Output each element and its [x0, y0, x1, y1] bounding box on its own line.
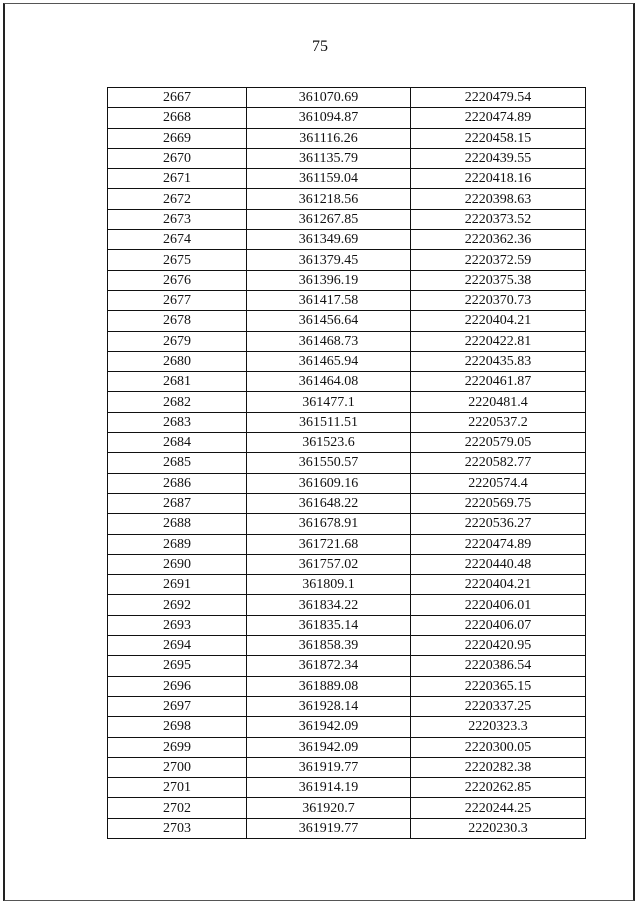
- point-id-cell: 2680: [108, 351, 247, 371]
- table-row: [108, 493, 586, 513]
- y-coordinate-cell: 2220398.63: [411, 189, 586, 209]
- point-id-cell: 2683: [108, 412, 247, 432]
- x-coordinate-cell: 361464.08: [247, 372, 411, 392]
- point-id-cell: 2670: [108, 148, 247, 168]
- y-coordinate-cell: 2220537.2: [411, 412, 586, 432]
- y-coordinate-cell: 2220404.21: [411, 311, 586, 331]
- point-id-cell: 2675: [108, 250, 247, 270]
- point-id-cell: 2702: [108, 798, 247, 818]
- x-coordinate-cell: 361809.1: [247, 575, 411, 595]
- table-row: [108, 88, 586, 108]
- x-coordinate-cell: 361919.77: [247, 757, 411, 777]
- point-id-cell: 2703: [108, 818, 247, 838]
- table-row: [108, 290, 586, 310]
- table-row: [108, 433, 586, 453]
- point-id-cell: 2682: [108, 392, 247, 412]
- table-row: [108, 534, 586, 554]
- x-coordinate-cell: 361678.91: [247, 514, 411, 534]
- x-coordinate-cell: 361468.73: [247, 331, 411, 351]
- y-coordinate-cell: 2220440.48: [411, 554, 586, 574]
- point-id-cell: 2698: [108, 717, 247, 737]
- point-id-cell: 2672: [108, 189, 247, 209]
- y-coordinate-cell: 2220323.3: [411, 717, 586, 737]
- table-row: [108, 818, 586, 838]
- point-id-cell: 2700: [108, 757, 247, 777]
- x-coordinate-cell: 361267.85: [247, 209, 411, 229]
- x-coordinate-cell: 361349.69: [247, 230, 411, 250]
- coordinates-table: [107, 87, 586, 839]
- table-row: [108, 148, 586, 168]
- point-id-cell: 2667: [108, 88, 247, 108]
- y-coordinate-cell: 2220579.05: [411, 433, 586, 453]
- x-coordinate-cell: 361919.77: [247, 818, 411, 838]
- y-coordinate-cell: 2220406.07: [411, 615, 586, 635]
- x-coordinate-cell: 361116.26: [247, 128, 411, 148]
- point-id-cell: 2685: [108, 453, 247, 473]
- point-id-cell: 2673: [108, 209, 247, 229]
- page-number: 75: [312, 38, 328, 55]
- y-coordinate-cell: 2220474.89: [411, 108, 586, 128]
- x-coordinate-cell: 361094.87: [247, 108, 411, 128]
- y-coordinate-cell: 2220422.81: [411, 331, 586, 351]
- x-coordinate-cell: 361928.14: [247, 696, 411, 716]
- table-row: [108, 250, 586, 270]
- y-coordinate-cell: 2220337.25: [411, 696, 586, 716]
- x-coordinate-cell: 361942.09: [247, 737, 411, 757]
- x-coordinate-cell: 361417.58: [247, 290, 411, 310]
- x-coordinate-cell: 361550.57: [247, 453, 411, 473]
- point-id-cell: 2676: [108, 270, 247, 290]
- point-id-cell: 2669: [108, 128, 247, 148]
- x-coordinate-cell: 361942.09: [247, 717, 411, 737]
- y-coordinate-cell: 2220474.89: [411, 534, 586, 554]
- point-id-cell: 2695: [108, 656, 247, 676]
- y-coordinate-cell: 2220458.15: [411, 128, 586, 148]
- point-id-cell: 2693: [108, 615, 247, 635]
- table-row: [108, 615, 586, 635]
- table-row: [108, 595, 586, 615]
- y-coordinate-cell: 2220244.25: [411, 798, 586, 818]
- x-coordinate-cell: 361834.22: [247, 595, 411, 615]
- coordinates-table-body: [108, 88, 586, 839]
- point-id-cell: 2699: [108, 737, 247, 757]
- table-row: [108, 636, 586, 656]
- point-id-cell: 2684: [108, 433, 247, 453]
- y-coordinate-cell: 2220569.75: [411, 493, 586, 513]
- x-coordinate-cell: 361889.08: [247, 676, 411, 696]
- point-id-cell: 2674: [108, 230, 247, 250]
- x-coordinate-cell: 361477.1: [247, 392, 411, 412]
- x-coordinate-cell: 361721.68: [247, 534, 411, 554]
- point-id-cell: 2679: [108, 331, 247, 351]
- point-id-cell: 2689: [108, 534, 247, 554]
- y-coordinate-cell: 2220373.52: [411, 209, 586, 229]
- table-row: [108, 412, 586, 432]
- x-coordinate-cell: 361872.34: [247, 656, 411, 676]
- x-coordinate-cell: 361396.19: [247, 270, 411, 290]
- table-row: [108, 270, 586, 290]
- y-coordinate-cell: 2220435.83: [411, 351, 586, 371]
- point-id-cell: 2678: [108, 311, 247, 331]
- y-coordinate-cell: 2220404.21: [411, 575, 586, 595]
- table-row: [108, 169, 586, 189]
- point-id-cell: 2671: [108, 169, 247, 189]
- point-id-cell: 2701: [108, 778, 247, 798]
- table-row: [108, 473, 586, 493]
- table-row: [108, 128, 586, 148]
- table-row: [108, 372, 586, 392]
- x-coordinate-cell: 361159.04: [247, 169, 411, 189]
- table-row: [108, 656, 586, 676]
- x-coordinate-cell: 361070.69: [247, 88, 411, 108]
- table-row: [108, 209, 586, 229]
- x-coordinate-cell: 361465.94: [247, 351, 411, 371]
- point-id-cell: 2694: [108, 636, 247, 656]
- y-coordinate-cell: 2220420.95: [411, 636, 586, 656]
- y-coordinate-cell: 2220461.87: [411, 372, 586, 392]
- table-row: [108, 778, 586, 798]
- point-id-cell: 2687: [108, 493, 247, 513]
- x-coordinate-cell: 361914.19: [247, 778, 411, 798]
- y-coordinate-cell: 2220365.15: [411, 676, 586, 696]
- y-coordinate-cell: 2220370.73: [411, 290, 586, 310]
- table-row: [108, 311, 586, 331]
- y-coordinate-cell: 2220481.4: [411, 392, 586, 412]
- table-row: [108, 392, 586, 412]
- x-coordinate-cell: 361757.02: [247, 554, 411, 574]
- table-row: [108, 737, 586, 757]
- y-coordinate-cell: 2220418.16: [411, 169, 586, 189]
- x-coordinate-cell: 361135.79: [247, 148, 411, 168]
- y-coordinate-cell: 2220406.01: [411, 595, 586, 615]
- point-id-cell: 2697: [108, 696, 247, 716]
- point-id-cell: 2690: [108, 554, 247, 574]
- point-id-cell: 2688: [108, 514, 247, 534]
- x-coordinate-cell: 361835.14: [247, 615, 411, 635]
- point-id-cell: 2668: [108, 108, 247, 128]
- y-coordinate-cell: 2220386.54: [411, 656, 586, 676]
- x-coordinate-cell: 361379.45: [247, 250, 411, 270]
- table-row: [108, 696, 586, 716]
- x-coordinate-cell: 361523.6: [247, 433, 411, 453]
- y-coordinate-cell: 2220372.59: [411, 250, 586, 270]
- point-id-cell: 2692: [108, 595, 247, 615]
- y-coordinate-cell: 2220375.38: [411, 270, 586, 290]
- y-coordinate-cell: 2220439.55: [411, 148, 586, 168]
- point-id-cell: 2691: [108, 575, 247, 595]
- table-row: [108, 798, 586, 818]
- x-coordinate-cell: 361511.51: [247, 412, 411, 432]
- table-row: [108, 554, 586, 574]
- table-row: [108, 514, 586, 534]
- y-coordinate-cell: 2220362.36: [411, 230, 586, 250]
- table-row: [108, 717, 586, 737]
- y-coordinate-cell: 2220536.27: [411, 514, 586, 534]
- table-row: [108, 230, 586, 250]
- y-coordinate-cell: 2220230.3: [411, 818, 586, 838]
- table-row: [108, 676, 586, 696]
- x-coordinate-cell: 361456.64: [247, 311, 411, 331]
- x-coordinate-cell: 361218.56: [247, 189, 411, 209]
- x-coordinate-cell: 361648.22: [247, 493, 411, 513]
- y-coordinate-cell: 2220479.54: [411, 88, 586, 108]
- point-id-cell: 2686: [108, 473, 247, 493]
- point-id-cell: 2677: [108, 290, 247, 310]
- y-coordinate-cell: 2220300.05: [411, 737, 586, 757]
- table-row: [108, 189, 586, 209]
- table-row: [108, 757, 586, 777]
- point-id-cell: 2681: [108, 372, 247, 392]
- table-row: [108, 575, 586, 595]
- y-coordinate-cell: 2220262.85: [411, 778, 586, 798]
- x-coordinate-cell: 361920.7: [247, 798, 411, 818]
- table-row: [108, 453, 586, 473]
- table-row: [108, 331, 586, 351]
- y-coordinate-cell: 2220282.38: [411, 757, 586, 777]
- table-row: [108, 351, 586, 371]
- x-coordinate-cell: 361609.16: [247, 473, 411, 493]
- y-coordinate-cell: 2220582.77: [411, 453, 586, 473]
- point-id-cell: 2696: [108, 676, 247, 696]
- x-coordinate-cell: 361858.39: [247, 636, 411, 656]
- table-row: [108, 108, 586, 128]
- y-coordinate-cell: 2220574.4: [411, 473, 586, 493]
